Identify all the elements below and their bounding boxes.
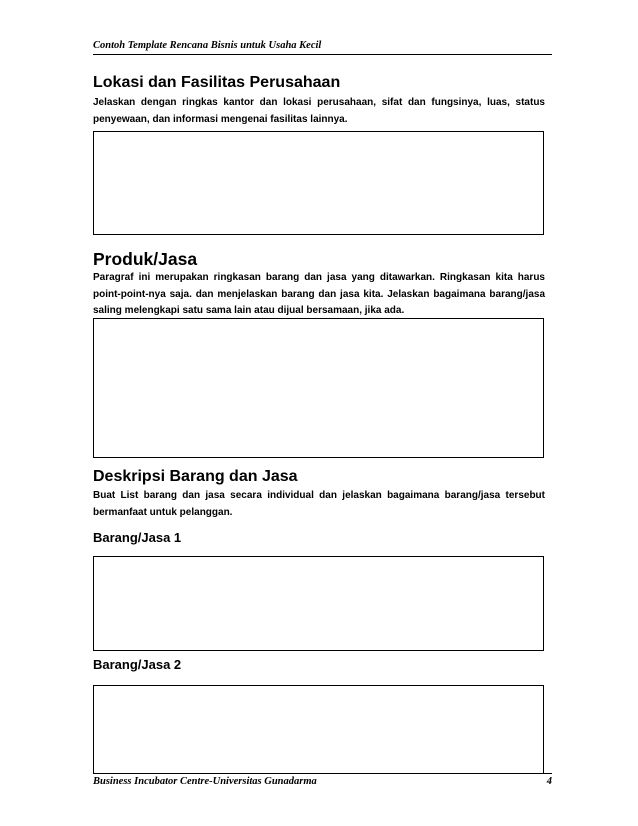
section-title-deskripsi: Deskripsi Barang dan Jasa — [93, 468, 298, 485]
section-title-produk: Produk/Jasa — [93, 249, 198, 269]
input-box-item-2[interactable] — [93, 685, 544, 773]
running-header: Contoh Template Rencana Bisnis untuk Usaha Kecil — [93, 40, 322, 51]
section-title-lokasi: Lokasi dan Fasilitas Perusahaan — [93, 74, 341, 91]
footer-institution: Business Incubator Centre-Universitas Gunadarma — [93, 776, 317, 787]
input-box-item-1[interactable] — [93, 556, 544, 651]
item-title-1: Barang/Jasa 1 — [93, 530, 182, 545]
running-footer — [93, 776, 552, 787]
page-number: 4 — [546, 776, 552, 787]
section-description-lokasi: Jelaskan dengan ringkas kantor dan lokasi perusahaan, sifat dan fungsinya, luas, status penyewaan, dan informasi mengenai fasilitas lainnya. — [93, 97, 545, 125]
item-title-2: Barang/Jasa 2 — [93, 657, 182, 672]
footer-divider — [93, 773, 552, 774]
section-description-deskripsi: Buat List barang dan jasa secara individual dan jelaskan bagaimana barang/jasa tersebut bermanfaat untuk pelanggan. — [93, 490, 545, 518]
header-divider — [93, 54, 552, 55]
input-box-lokasi[interactable] — [93, 131, 544, 235]
section-description-produk: Paragraf ini merupakan ringkasan barang dan jasa yang ditawarkan. Ringkasan kita harus point-point-nya saja. dan menjelaskan barang dan jasa kita. Jelaskan bagaimana barang/jasa saling melengkapi satu sama lain atau dijual bersamaan, jika ada. — [93, 272, 545, 316]
input-box-produk[interactable] — [93, 318, 544, 458]
